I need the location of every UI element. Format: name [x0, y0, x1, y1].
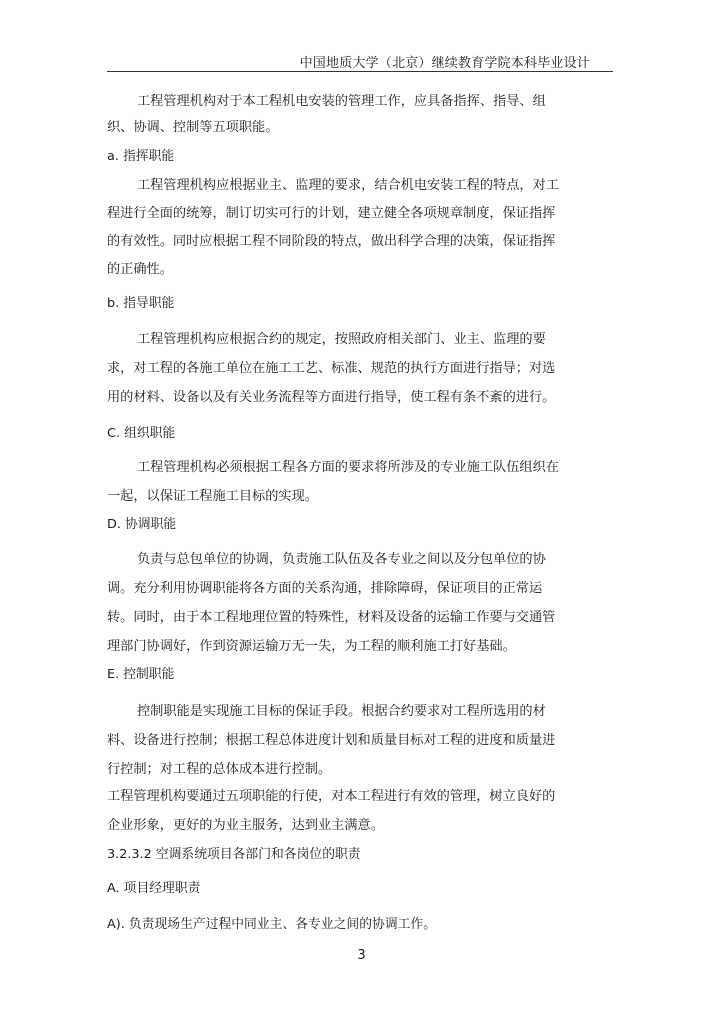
paragraph-line: 的有效性。同时应根据工程不同阶段的特点，做出科学合理的决策，保证指挥: [107, 234, 556, 249]
paragraph-line: 料、设备进行控制；根据工程总体进度计划和质量目标对工程的进度和质量进: [107, 733, 556, 748]
paragraph-line: 一起，以保证工程施工目标的实现。: [107, 489, 318, 504]
paragraph-line: 工程管理机构必须根据工程各方面的要求将所涉及的专业施工队伍组织在: [137, 460, 559, 475]
section-label: b. 指导职能: [107, 296, 175, 311]
list-item: A). 负责现场生产过程中同业主、各专业之间的协调工作。: [107, 917, 437, 932]
running-header: 中国地质大学（北京）继续教育学院本科毕业设计: [299, 56, 590, 71]
paragraph-line: 织、协调、控制等五项职能。: [107, 120, 279, 135]
section-label: C. 组织职能: [107, 426, 176, 441]
section-label: a. 指挥职能: [107, 149, 175, 164]
paragraph-line: 程进行全面的统筹，制订切实可行的计划，建立健全各项规章制度，保证指挥: [107, 206, 556, 221]
paragraph-line: 行控制；对工程的总体成本进行控制。: [107, 762, 332, 777]
subsection-heading: 3.2.3.2 空调系统项目各部门和各岗位的职责: [107, 847, 361, 862]
section-label: E. 控制职能: [107, 667, 175, 682]
section-label: A. 项目经理职责: [107, 881, 201, 896]
paragraph-line: 控制职能是实现施工目标的保证手段。根据合约要求对工程所选用的材: [137, 704, 546, 719]
header-rule: [107, 71, 613, 72]
paragraph-line: 工程管理机构应根据合约的规定，按照政府相关部门、业主、监理的要: [137, 332, 546, 347]
paragraph-line: 的正确性。: [107, 262, 173, 277]
paragraph-line: 工程管理机构要通过五项职能的行使，对本工程进行有效的管理，树立良好的: [107, 789, 556, 804]
paragraph-line: 工程管理机构对于本工程机电安装的管理工作，应具备指挥、指导、组: [137, 94, 546, 109]
paragraph-line: 负责与总包单位的协调，负责施工队伍及各专业之间以及分包单位的协: [137, 552, 546, 567]
paragraph-line: 用的材料、设备以及有关业务流程等方面进行指导，使工程有条不紊的进行。: [107, 390, 556, 405]
page-number: 3: [357, 948, 366, 963]
paragraph-line: 转。同时，由于本工程地理位置的特殊性，材料及设备的运输工作要与交通管: [107, 610, 556, 625]
section-label: D. 协调职能: [107, 517, 177, 532]
paragraph-line: 调。充分利用协调职能将各方面的关系沟通，排除障碍，保证项目的正常运: [107, 581, 543, 596]
paragraph-line: 理部门协调好，作到资源运输万无一失，为工程的顺利施工打好基础。: [107, 639, 516, 654]
paragraph-line: 求，对工程的各施工单位在施工工艺、标准、规范的执行方面进行指导；对选: [107, 361, 556, 376]
paragraph-line: 企业形象，更好的为业主服务，达到业主满意。: [107, 818, 384, 833]
paragraph-line: 工程管理机构应根据业主、监理的要求，结合机电安装工程的特点，对工: [137, 178, 559, 193]
